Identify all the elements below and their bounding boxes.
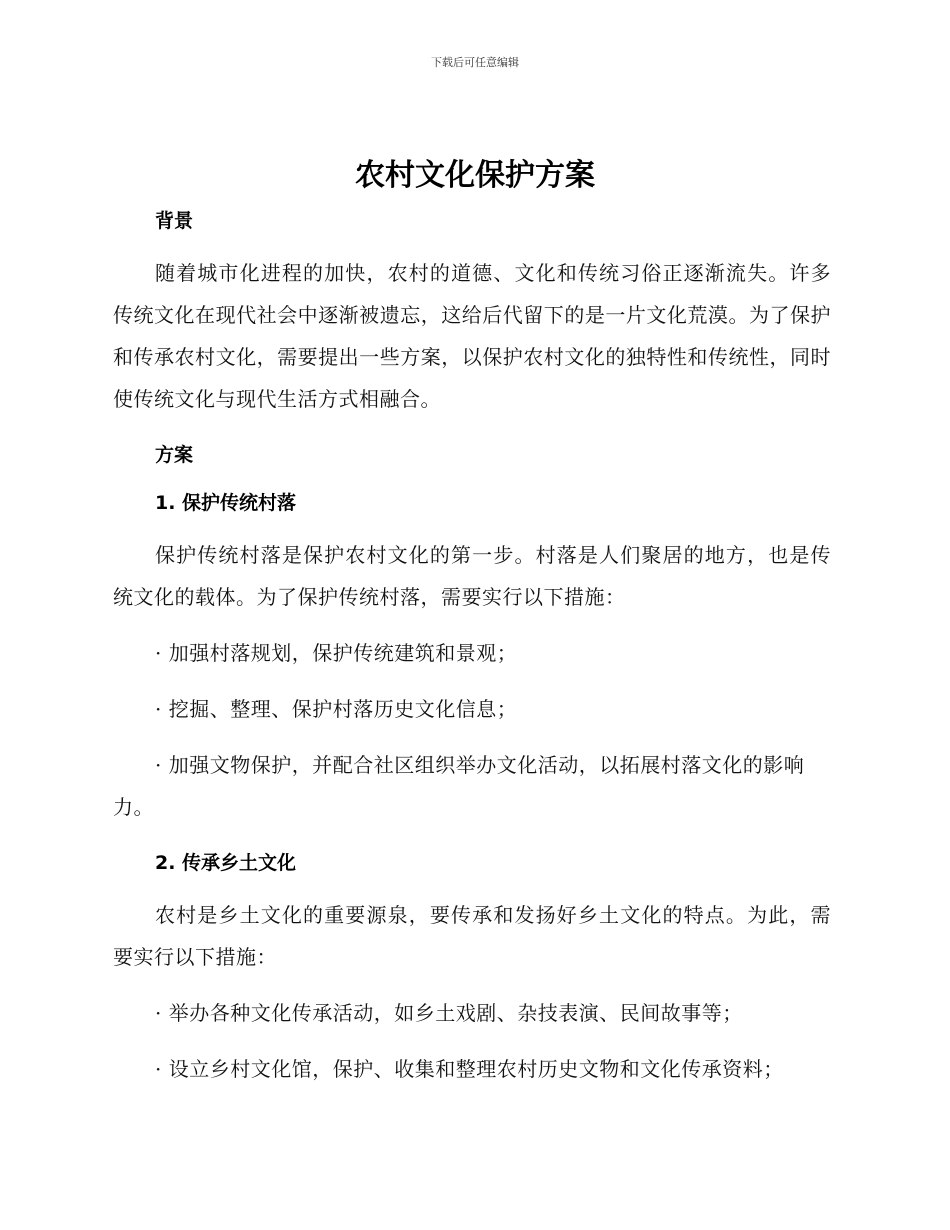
list-item: · 举办各种文化传承活动，如乡土戏剧、杂技表演、民间故事等；	[155, 1001, 743, 1025]
list-item: · 挖掘、整理、保护村落历史文化信息；	[155, 697, 518, 721]
document-body	[113, 204, 831, 1090]
subsection-heading-1: 1. 保护传统村落	[155, 492, 297, 514]
list-item: · 设立乡村文化馆，保护、收集和整理农村历史文物和文化传承资料；	[155, 1057, 784, 1081]
subsection-2-paragraph: 农村是乡土文化的重要源泉，要传承和发扬好乡土文化的特点。为此，需要实行以下措施：	[113, 903, 831, 969]
subsection-1-paragraph: 保护传统村落是保护农村文化的第一步。村落是人们聚居的地方，也是传统文化的载体。为了保护传统村落，需要实行以下措施：	[113, 543, 831, 609]
section-heading-background: 背景	[155, 210, 194, 232]
document-title: 农村文化保护方案	[355, 158, 595, 193]
list-item: · 加强村落规划，保护传统建筑和景观；	[155, 641, 518, 665]
list-item: · 加强文物保护，并配合社区组织举办文化活动，以拓展村落文化的影响力。	[113, 753, 805, 819]
background-paragraph: 随着城市化进程的加快，农村的道德、文化和传统习俗正逐渐流失。许多传统文化在现代社会中逐渐被遗忘，这给后代留下的是一片文化荒漠。为了保护和传承农村文化，需要提出一些方案，以保护农村文化的独特性和传统性，同时使传统文化与现代生活方式相融合。	[113, 261, 831, 411]
page-header-note: 下载后可任意编辑	[431, 56, 519, 69]
section-heading-plan: 方案	[155, 444, 194, 466]
subsection-heading-2: 2. 传承乡土文化	[155, 852, 297, 874]
